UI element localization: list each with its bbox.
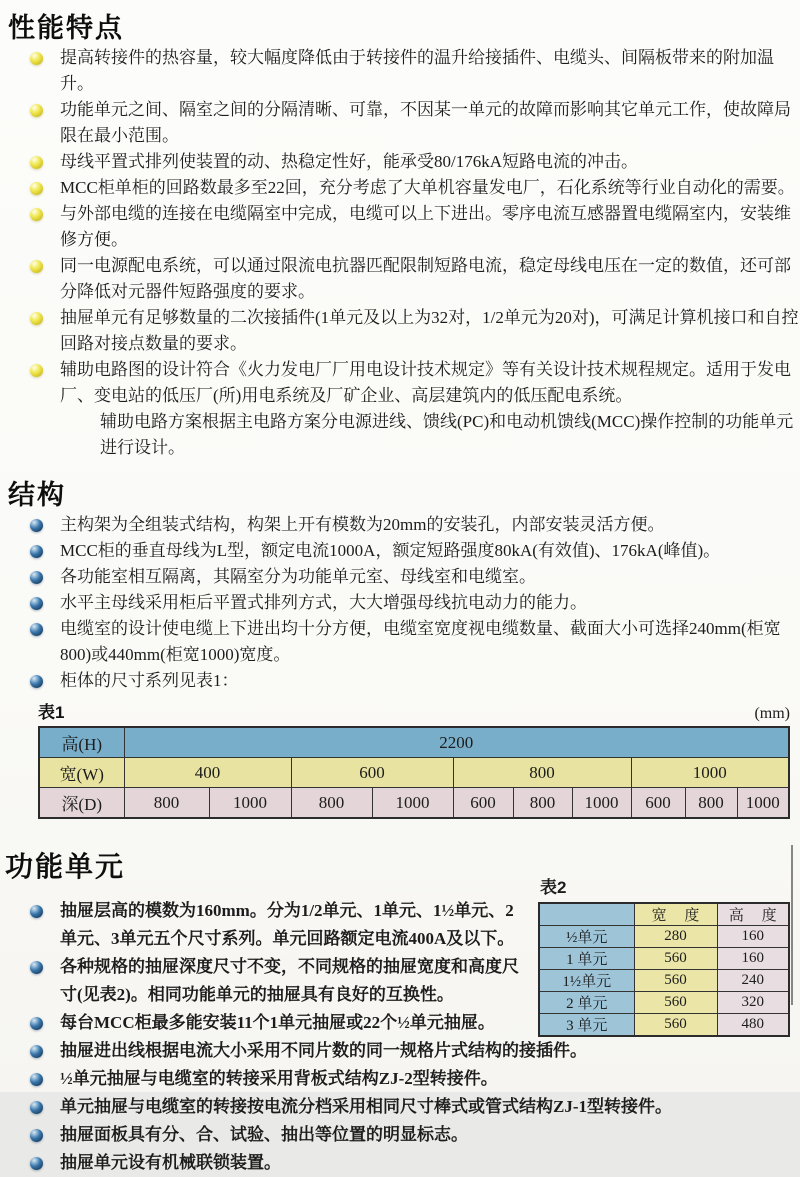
table-cell: 1000 <box>372 788 453 819</box>
list-item-text: 水平主母线采用柜后平置式排列方式，大大增强母线抗电动力的能力。 <box>60 593 587 612</box>
table1-width-row <box>39 758 789 788</box>
unit-label-cell: 1½单元 <box>539 970 634 992</box>
performance-list-item <box>0 253 800 305</box>
drawer-unit-size-table <box>538 902 790 1037</box>
height-value-cell: 160 <box>717 948 789 970</box>
cabinet-dimension-table <box>38 726 790 819</box>
list-item-text: 每台MCC柜最多能安装11个1单元抽屉或22个½单元抽屉。 <box>60 1013 495 1032</box>
functional-units-section <box>0 878 800 1177</box>
list-item-text: MCC柜单柜的回路数最多至22回，充分考虑了大单机容量发电厂，石化系统等行业自动化的需要。 <box>60 178 795 197</box>
table-cell: 400 <box>124 758 291 788</box>
list-item-text: 柜体的尺寸系列见表1： <box>60 671 239 690</box>
list-item-text: 主构架为全组装式结构，构架上开有模数为20mm的安装孔，内部安装灵活方便。 <box>60 515 665 534</box>
unit-label-cell: ½单元 <box>539 926 634 948</box>
table-cell: 800 <box>685 788 737 819</box>
blue-sphere-bullet-icon <box>30 597 43 610</box>
width-value-cell: 560 <box>634 992 717 1014</box>
functional-list-item <box>0 1037 800 1065</box>
width-value-cell: 560 <box>634 948 717 970</box>
yellow-sphere-bullet-icon <box>30 182 43 195</box>
unit-label-cell: 3 单元 <box>539 1014 634 1037</box>
structure-list-item <box>0 564 800 590</box>
functional-bullet-list-narrow <box>0 897 530 1009</box>
list-item-text: 单元抽屉与电缆室的转接按电流分档采用相同尺寸棒式或管式结构ZJ-1型转接件。 <box>60 1097 672 1116</box>
blue-sphere-bullet-icon <box>30 1129 43 1142</box>
blue-sphere-bullet-icon <box>30 1017 43 1030</box>
row-header-cell: 高(H) <box>39 727 124 758</box>
table2-data-row <box>539 970 789 992</box>
list-item-text: 提高转接件的热容量，较大幅度降低由于转接件的温升给接插件、电缆头、间隔板带来的附加温升。 <box>60 48 774 93</box>
yellow-sphere-bullet-icon <box>30 364 43 377</box>
column-header-cell: 高 度 <box>717 903 789 926</box>
corner-cell <box>539 903 634 926</box>
table2-data-row <box>539 992 789 1014</box>
list-item-text: MCC柜的垂直母线为L型，额定电流1000A，额定短路强度80kA(有效值)、176kA(峰值)。 <box>60 541 721 560</box>
table2-data-row <box>539 926 789 948</box>
functional-list-item <box>0 953 530 1009</box>
list-item-text: 与外部电缆的连接在电缆隔室中完成，电缆可以上下进出。零序电流互感器置电缆隔室内，安装维修方便。 <box>60 204 791 249</box>
structure-list-item <box>0 668 800 694</box>
blue-sphere-bullet-icon <box>30 1101 43 1114</box>
table-cell: 800 <box>453 758 631 788</box>
functional-list-item <box>0 1093 800 1121</box>
performance-list-item <box>0 175 800 201</box>
list-item-text: 同一电源配电系统，可以通过限流电抗器匹配限制短路电流，稳定母线电压在一定的数值，还可部分降低对元器件短路强度的要求。 <box>60 256 791 301</box>
blue-sphere-bullet-icon <box>30 675 43 688</box>
section-title-functional-units: 功能单元 <box>5 851 126 882</box>
performance-list-item <box>0 97 800 149</box>
list-item-text: 功能单元之间、隔室之间的分隔清晰、可靠，不因某一单元的故障而影响其它单元工作，使故障局限在最小范围。 <box>60 100 791 145</box>
structure-list-item <box>0 590 800 616</box>
row-header-cell: 深(D) <box>39 788 124 819</box>
table2-label: 表2 <box>540 878 567 897</box>
width-value-cell: 560 <box>634 1014 717 1037</box>
performance-note: 辅助电路方案根据主电路方案分电源进线、馈线(PC)和电动机馈线(MCC)操作控制的功能单元进行设计。 <box>100 412 794 457</box>
list-item-text: 抽屉进出线根据电流大小采用不同片数的同一规格片式结构的接插件。 <box>60 1041 587 1060</box>
table-cell: 600 <box>453 788 513 819</box>
table-cell: 1000 <box>209 788 291 819</box>
performance-list-item <box>0 357 800 409</box>
structure-list-item <box>0 616 800 668</box>
height-value-cell: 240 <box>717 970 789 992</box>
table2-body <box>539 903 789 1036</box>
list-item-text: 抽屉单元设有机械联锁装置。 <box>60 1153 281 1172</box>
table-cell: 2200 <box>124 727 789 758</box>
blue-sphere-bullet-icon <box>30 519 43 532</box>
table-cell: 800 <box>124 788 209 819</box>
table2-header-row <box>539 903 789 926</box>
table-cell: 1000 <box>737 788 789 819</box>
blue-sphere-bullet-icon <box>30 961 43 974</box>
structure-list-item <box>0 538 800 564</box>
section-title-performance: 性能特点 <box>8 13 124 43</box>
list-item-text: 母线平置式排列使装置的动、热稳定性好，能承受80/176kA短路电流的冲击。 <box>60 152 638 171</box>
table1-block <box>38 698 790 819</box>
column-header-cell: 宽 度 <box>634 903 717 926</box>
row-header-cell: 宽(W) <box>39 758 124 788</box>
list-item-text: 各种规格的抽屉深度尺寸不变，不同规格的抽屉宽度和高度尺寸(见表2)。相同功能单元的抽屉具有良好的互换性。 <box>60 957 519 1004</box>
blue-sphere-bullet-icon <box>30 1073 43 1086</box>
blue-sphere-bullet-icon <box>30 571 43 584</box>
table1-depth-row <box>39 788 789 819</box>
unit-label-cell: 2 单元 <box>539 992 634 1014</box>
functional-list-item <box>0 1121 800 1149</box>
list-item-text: 抽屉层高的模数为160mm。分为1/2单元、1单元、1½单元、2单元、3单元五个尺寸系列。单元回路额定电流400A及以下。 <box>60 901 515 948</box>
height-value-cell: 320 <box>717 992 789 1014</box>
functional-list-item <box>0 897 530 953</box>
performance-list-item <box>0 149 800 175</box>
performance-bullet-list <box>0 45 800 409</box>
performance-list-item <box>0 45 800 97</box>
table-cell: 1000 <box>631 758 789 788</box>
performance-list-item <box>0 201 800 253</box>
width-value-cell: 560 <box>634 970 717 992</box>
blue-sphere-bullet-icon <box>30 905 43 918</box>
yellow-sphere-bullet-icon <box>30 260 43 273</box>
table1-caption-row <box>38 698 790 723</box>
structure-list-item <box>0 512 800 538</box>
functional-list-item <box>0 1065 800 1093</box>
functional-list-item <box>0 1149 800 1177</box>
width-value-cell: 280 <box>634 926 717 948</box>
table-cell: 600 <box>291 758 453 788</box>
table1-height-row <box>39 727 789 758</box>
table-cell: 1000 <box>572 788 631 819</box>
list-item-text: 辅助电路图的设计符合《火力发电厂厂用电设计技术规定》等有关设计技术规程规定。适用于发电厂、变电站的低压厂(所)用电系统及厂矿企业、高层建筑内的低压配电系统。 <box>60 360 791 405</box>
blue-sphere-bullet-icon <box>30 1045 43 1058</box>
list-item-text: 各功能室相互隔离，其隔室分为功能单元室、母线室和电缆室。 <box>60 567 536 586</box>
blue-sphere-bullet-icon <box>30 545 43 558</box>
performance-list-item <box>0 305 800 357</box>
table-cell: 600 <box>631 788 685 819</box>
blue-sphere-bullet-icon <box>30 1157 43 1170</box>
yellow-sphere-bullet-icon <box>30 104 43 117</box>
yellow-sphere-bullet-icon <box>30 312 43 325</box>
yellow-sphere-bullet-icon <box>30 156 43 169</box>
blue-sphere-bullet-icon <box>30 623 43 636</box>
table1-unit-label: (mm) <box>754 705 790 722</box>
yellow-sphere-bullet-icon <box>30 52 43 65</box>
list-item-text: 电缆室的设计使电缆上下进出均十分方便，电缆室宽度视电缆数量、截面大小可选择240mm(柜宽800)或440mm(柜宽1000)宽度。 <box>60 619 781 664</box>
list-item-text: 抽屉单元有足够数量的二次接插件(1单元及以上为32对，1/2单元为20对)，可满足计算机接口和自控回路对接点数量的要求。 <box>60 308 799 353</box>
unit-label-cell: 1 单元 <box>539 948 634 970</box>
height-value-cell: 160 <box>717 926 789 948</box>
structure-bullet-list <box>0 512 800 694</box>
list-item-text: ½单元抽屉与电缆室的转接采用背板式结构ZJ-2型转接件。 <box>60 1069 498 1088</box>
scan-edge-artifact <box>791 845 793 1005</box>
table-cell: 800 <box>291 788 372 819</box>
table-cell: 800 <box>513 788 572 819</box>
table2-data-row <box>539 1014 789 1037</box>
section-title-structure: 结构 <box>8 480 66 510</box>
height-value-cell: 480 <box>717 1014 789 1037</box>
table2-block <box>538 873 788 1037</box>
table1-label: 表1 <box>38 703 65 722</box>
table2-data-row <box>539 948 789 970</box>
list-item-text: 抽屉面板具有分、合、试验、抽出等位置的明显标志。 <box>60 1125 468 1144</box>
yellow-sphere-bullet-icon <box>30 208 43 221</box>
